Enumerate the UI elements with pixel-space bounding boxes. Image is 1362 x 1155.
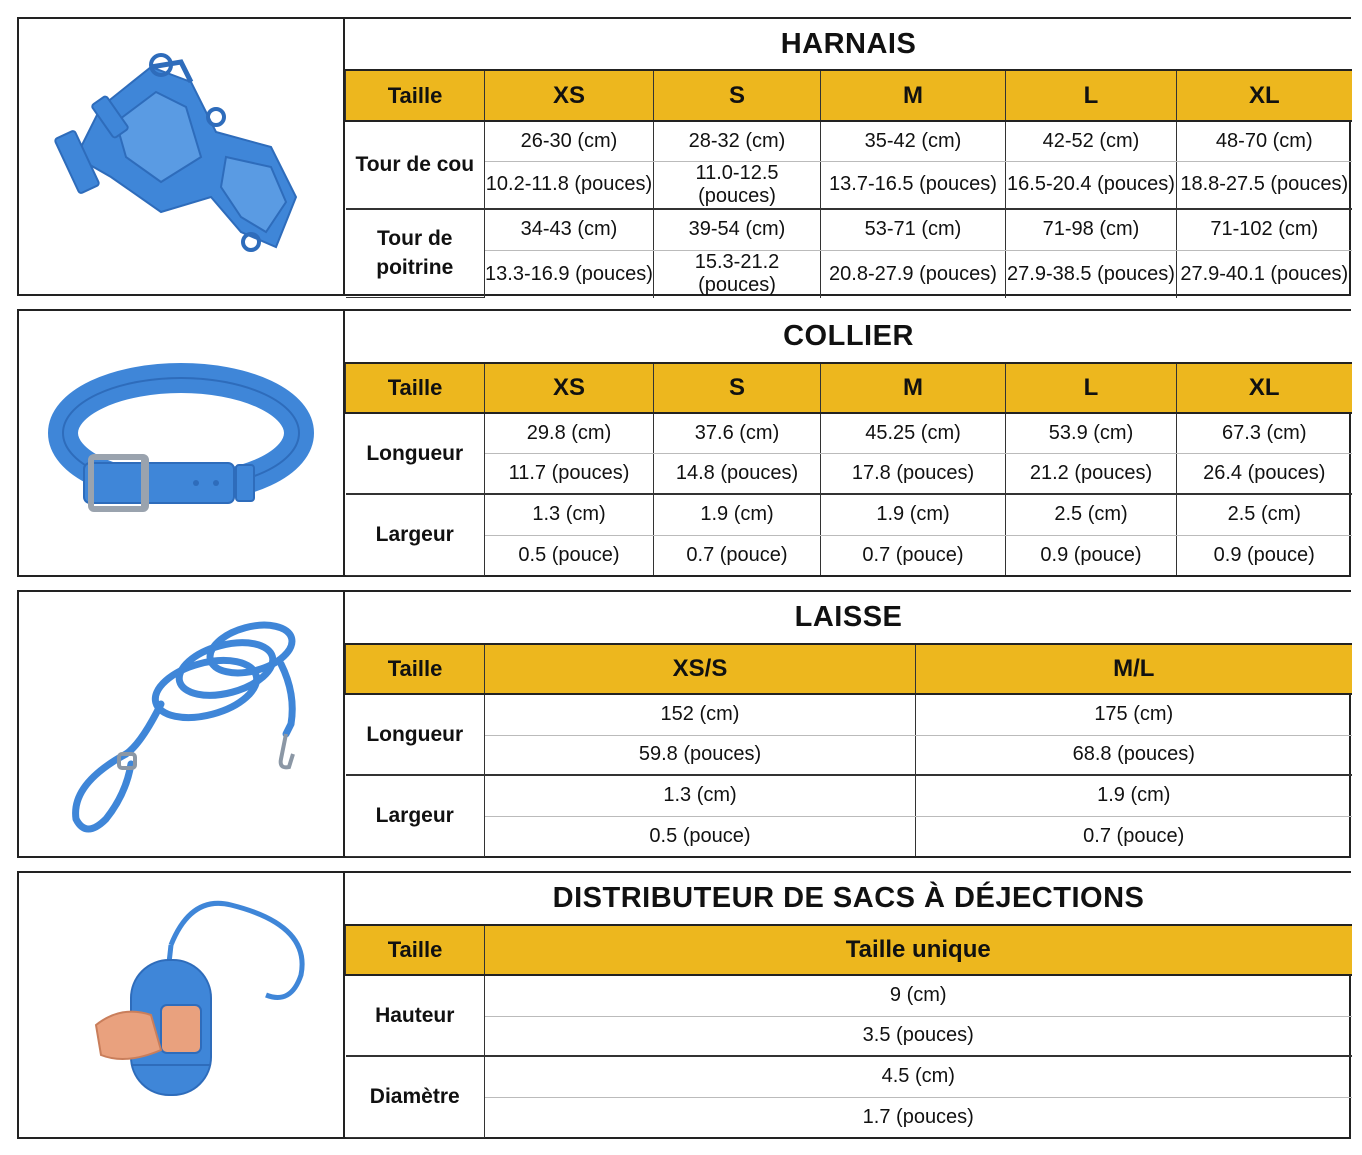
value-inch: 0.7 (pouce) (821, 535, 1006, 575)
collier-section (17, 309, 1351, 577)
value-inch: 0.9 (pouce) (1177, 535, 1352, 575)
value-cm: 26-30 (cm) (485, 121, 654, 161)
distributeur-title: DISTRIBUTEUR DE SACS À DÉJECTIONS (346, 873, 1352, 925)
laisse-table (345, 592, 1352, 857)
value-inch: 21.2 (pouces) (1006, 453, 1177, 494)
size-header: Taille unique (485, 925, 1352, 975)
value-inch: 0.9 (pouce) (1006, 535, 1177, 575)
dispenser-image-cell (19, 873, 345, 1137)
harnais-table (345, 19, 1352, 298)
value-cm: 53-71 (cm) (821, 209, 1006, 251)
value-inch: 0.5 (pouce) (485, 816, 916, 856)
row-label: Tour de poitrine (346, 209, 485, 298)
distributeur-section (17, 871, 1351, 1139)
value-inch: 59.8 (pouces) (485, 735, 916, 775)
value-cm: 9 (cm) (485, 975, 1352, 1016)
dog-leash-image (51, 604, 311, 844)
value-cm: 2.5 (cm) (1006, 494, 1177, 535)
size-header: L (1006, 363, 1177, 413)
value-cm: 39-54 (cm) (654, 209, 821, 251)
value-cm: 2.5 (cm) (1177, 494, 1352, 535)
collier-table (345, 311, 1352, 576)
row-label: Largeur (346, 775, 485, 856)
size-header-label: Taille (346, 363, 485, 413)
collier-title: COLLIER (346, 311, 1352, 363)
value-inch: 27.9-40.1 (pouces) (1177, 251, 1352, 298)
value-inch: 14.8 (pouces) (654, 453, 821, 494)
value-inch: 18.8-27.5 (pouces) (1177, 161, 1352, 209)
size-header: S (654, 70, 821, 121)
value-cm: 4.5 (cm) (485, 1056, 1352, 1097)
value-cm: 37.6 (cm) (654, 413, 821, 453)
size-header: XS/S (485, 644, 916, 694)
harnais-title: HARNAIS (346, 19, 1352, 70)
value-cm: 28-32 (cm) (654, 121, 821, 161)
size-header-label: Taille (346, 70, 485, 121)
value-cm: 45.25 (cm) (821, 413, 1006, 453)
value-cm: 1.9 (cm) (916, 775, 1352, 816)
collar-image-cell (19, 311, 345, 575)
row-label: Diamètre (346, 1056, 485, 1137)
laisse-title: LAISSE (346, 592, 1352, 644)
row-label: Longueur (346, 694, 485, 775)
value-inch: 17.8 (pouces) (821, 453, 1006, 494)
size-header: XS (485, 363, 654, 413)
size-header-label: Taille (346, 925, 485, 975)
value-cm: 175 (cm) (916, 694, 1352, 735)
value-cm: 71-98 (cm) (1006, 209, 1177, 251)
value-cm: 35-42 (cm) (821, 121, 1006, 161)
value-inch: 13.7-16.5 (pouces) (821, 161, 1006, 209)
laisse-section (17, 590, 1351, 858)
size-header: M/L (916, 644, 1352, 694)
row-label: Tour de cou (346, 121, 485, 209)
value-inch: 0.7 (pouce) (654, 535, 821, 575)
value-cm: 1.3 (cm) (485, 494, 654, 535)
size-header: M (821, 363, 1006, 413)
value-inch: 20.8-27.9 (pouces) (821, 251, 1006, 298)
value-inch: 3.5 (pouces) (485, 1016, 1352, 1056)
value-inch: 15.3-21.2 (pouces) (654, 251, 821, 298)
value-cm: 29.8 (cm) (485, 413, 654, 453)
harness-image-cell (19, 19, 345, 294)
value-cm: 53.9 (cm) (1006, 413, 1177, 453)
size-header: XL (1177, 363, 1352, 413)
dog-collar-image (46, 353, 316, 533)
size-header: L (1006, 70, 1177, 121)
size-header-label: Taille (346, 644, 485, 694)
value-inch: 27.9-38.5 (pouces) (1006, 251, 1177, 298)
harnais-section (17, 17, 1351, 296)
value-inch: 68.8 (pouces) (916, 735, 1352, 775)
value-cm: 1.3 (cm) (485, 775, 916, 816)
value-cm: 1.9 (cm) (821, 494, 1006, 535)
value-inch: 16.5-20.4 (pouces) (1006, 161, 1177, 209)
value-cm: 34-43 (cm) (485, 209, 654, 251)
value-cm: 71-102 (cm) (1177, 209, 1352, 251)
row-label: Largeur (346, 494, 485, 575)
value-inch: 0.5 (pouce) (485, 535, 654, 575)
value-inch: 13.3-16.9 (pouces) (485, 251, 654, 298)
distributeur-table (345, 873, 1352, 1138)
poop-bag-dispenser-image (51, 885, 311, 1125)
value-inch: 26.4 (pouces) (1177, 453, 1352, 494)
size-header: XS (485, 70, 654, 121)
value-inch: 11.7 (pouces) (485, 453, 654, 494)
value-inch: 1.7 (pouces) (485, 1097, 1352, 1137)
value-inch: 0.7 (pouce) (916, 816, 1352, 856)
size-header: S (654, 363, 821, 413)
value-cm: 1.9 (cm) (654, 494, 821, 535)
size-header: XL (1177, 70, 1352, 121)
leash-image-cell (19, 592, 345, 856)
value-inch: 10.2-11.8 (pouces) (485, 161, 654, 209)
value-cm: 67.3 (cm) (1177, 413, 1352, 453)
dog-harness-image (41, 37, 321, 277)
value-cm: 48-70 (cm) (1177, 121, 1352, 161)
row-label: Hauteur (346, 975, 485, 1056)
value-inch: 11.0-12.5 (pouces) (654, 161, 821, 209)
row-label: Longueur (346, 413, 485, 494)
value-cm: 152 (cm) (485, 694, 916, 735)
size-header: M (821, 70, 1006, 121)
value-cm: 42-52 (cm) (1006, 121, 1177, 161)
